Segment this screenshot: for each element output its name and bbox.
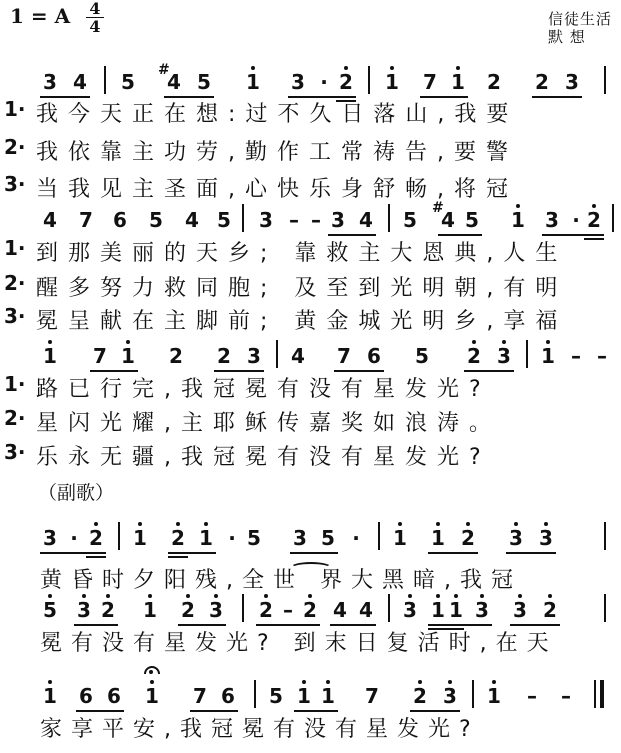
note: – xyxy=(561,684,571,708)
note: 3 xyxy=(539,526,553,550)
note: 6 xyxy=(367,344,381,368)
lyric-line-3-1 xyxy=(0,372,621,402)
high-dot xyxy=(514,522,518,526)
sharp-sign: # xyxy=(158,62,170,78)
high-dot xyxy=(138,522,142,526)
lyric-text: 星闪光耀,主耶稣传嘉奖如浪涛。 xyxy=(36,411,501,436)
lyric-text: 醒多努力救同胞; 及至到光明朝,有明 xyxy=(36,276,568,301)
note: 4 xyxy=(333,598,347,622)
note: 3 xyxy=(475,598,489,622)
note: 1 xyxy=(431,598,445,622)
verse-number: 3· xyxy=(4,304,26,328)
note: 2 xyxy=(535,70,549,94)
barline xyxy=(604,522,606,550)
barline xyxy=(388,204,390,232)
note: 7 xyxy=(79,208,93,232)
note: 3 xyxy=(77,598,91,622)
note: 2 xyxy=(587,208,601,232)
note: 7 xyxy=(337,344,351,368)
note: 3 xyxy=(259,208,273,232)
lyric-text: 我今天正在想:过不久日落山,我要 xyxy=(36,102,519,127)
high-dot xyxy=(398,522,402,526)
note: 1 xyxy=(449,598,463,622)
note: 2 xyxy=(171,526,185,550)
underline xyxy=(506,552,556,554)
high-dot xyxy=(204,522,208,526)
lyric-line-1-2 xyxy=(0,135,621,165)
verse-number: 2· xyxy=(4,406,26,430)
note: 2 xyxy=(303,598,317,622)
high-dot xyxy=(344,66,348,70)
note: 1 xyxy=(431,526,445,550)
note: – xyxy=(311,208,321,232)
note: 1 xyxy=(321,684,335,708)
lyric-text: 当我见主圣面,心快乐身舒畅,将冠 xyxy=(36,177,518,202)
barline xyxy=(604,594,606,622)
verse-number: 2· xyxy=(4,271,26,295)
note: 1 xyxy=(393,526,407,550)
note: 5 xyxy=(217,208,231,232)
note: 5 xyxy=(403,208,417,232)
note: 1 xyxy=(246,70,260,94)
note: 7 xyxy=(93,344,107,368)
music-row-4 xyxy=(0,516,621,560)
lyric-text: 黄昏时夕阳残,全世 界大黑暗,我冠 xyxy=(40,568,522,593)
high-dot xyxy=(176,522,180,526)
note: 1 xyxy=(145,684,159,708)
barline xyxy=(526,340,528,368)
high-dot xyxy=(48,680,52,684)
note: 1 xyxy=(43,684,57,708)
note: – xyxy=(571,344,581,368)
high-dot xyxy=(251,66,255,70)
verse-number: 1· xyxy=(4,97,26,121)
note: · xyxy=(352,526,360,550)
note: 2 xyxy=(461,526,475,550)
note: · xyxy=(70,526,78,550)
note: 6 xyxy=(113,208,127,232)
high-dot xyxy=(408,594,412,598)
note: 4 xyxy=(185,208,199,232)
barline xyxy=(242,594,244,622)
barline xyxy=(368,66,370,94)
lyric-text: 冕有没有星发光? 到末日复活时,在天 xyxy=(40,631,558,656)
note: 2 xyxy=(101,598,115,622)
high-dot xyxy=(214,594,218,598)
verse-number: 1· xyxy=(4,236,26,260)
high-dot xyxy=(436,522,440,526)
underline xyxy=(168,556,188,558)
barline xyxy=(378,522,380,550)
lyric-text: 到那美丽的天乡; 靠救主大恩典,人生 xyxy=(36,241,568,266)
note: 5 xyxy=(197,70,211,94)
high-dot xyxy=(308,594,312,598)
sharp-sign: # xyxy=(432,200,444,216)
high-dot xyxy=(264,594,268,598)
note: 4 xyxy=(167,70,181,94)
high-dot xyxy=(480,594,484,598)
note: – xyxy=(283,598,293,622)
high-dot xyxy=(150,680,154,684)
note: 2 xyxy=(413,684,427,708)
high-dot xyxy=(82,594,86,598)
high-dot xyxy=(106,594,110,598)
note: 3 xyxy=(565,70,579,94)
note: 2 xyxy=(169,344,183,368)
note: 7 xyxy=(365,684,379,708)
high-dot xyxy=(502,340,506,344)
note: 1 xyxy=(143,598,157,622)
high-dot xyxy=(544,522,548,526)
high-dot xyxy=(126,340,130,344)
high-dot xyxy=(94,522,98,526)
note: 2 xyxy=(339,70,353,94)
note: 3 xyxy=(545,208,559,232)
note: 2 xyxy=(217,344,231,368)
note: – xyxy=(289,208,299,232)
note: 2 xyxy=(487,70,501,94)
note: 1 xyxy=(385,70,399,94)
note: 7 xyxy=(423,70,437,94)
high-dot xyxy=(186,594,190,598)
barline xyxy=(242,204,244,232)
barline xyxy=(472,680,474,708)
high-dot xyxy=(592,204,596,208)
note: 1 xyxy=(121,344,135,368)
high-dot xyxy=(454,594,458,598)
high-dot xyxy=(472,340,476,344)
credit-line-2: 默 想 xyxy=(548,28,586,46)
note: 5 xyxy=(43,598,57,622)
note: 4 xyxy=(43,208,57,232)
note: 3 xyxy=(293,526,307,550)
note: 5 xyxy=(415,344,429,368)
time-signature-bottom: 4 xyxy=(86,17,104,35)
barline xyxy=(612,204,614,232)
note: 3 xyxy=(513,598,527,622)
time-signature-top: 4 xyxy=(89,0,101,18)
high-dot xyxy=(456,66,460,70)
high-dot xyxy=(148,594,152,598)
note: 5 xyxy=(247,526,261,550)
note: – xyxy=(597,344,607,368)
high-dot xyxy=(418,680,422,684)
note: 6 xyxy=(107,684,121,708)
high-dot xyxy=(548,594,552,598)
note: 5 xyxy=(121,70,135,94)
underline xyxy=(40,552,106,554)
lyric-line-2-3 xyxy=(0,304,621,334)
lyric-line-3-3 xyxy=(0,440,621,470)
note: 1 xyxy=(133,526,147,550)
lyric-text: 家享平安,我冠冕有没有星发光? xyxy=(40,717,480,742)
note: · xyxy=(320,70,328,94)
underline xyxy=(86,556,106,558)
time-signature xyxy=(86,0,104,35)
verse-number: 3· xyxy=(4,440,26,464)
barline xyxy=(604,66,606,94)
note: 2 xyxy=(543,598,557,622)
high-dot xyxy=(48,340,52,344)
note: 2 xyxy=(181,598,195,622)
note: 5 xyxy=(321,526,335,550)
final-barline-thin xyxy=(594,680,596,708)
high-dot xyxy=(302,680,306,684)
high-dot xyxy=(48,594,52,598)
high-dot xyxy=(466,522,470,526)
note: 3 xyxy=(497,344,511,368)
final-barline-thick xyxy=(600,680,604,708)
high-dot xyxy=(448,680,452,684)
high-dot xyxy=(492,680,496,684)
note: 3 xyxy=(509,526,523,550)
note: 3 xyxy=(403,598,417,622)
note: 4 xyxy=(359,208,373,232)
note: 3 xyxy=(443,684,457,708)
verse-number: 1· xyxy=(4,372,26,396)
note: 3 xyxy=(291,70,305,94)
note: 5 xyxy=(149,208,163,232)
note: 2 xyxy=(467,344,481,368)
high-dot xyxy=(518,594,522,598)
note: 3 xyxy=(331,208,345,232)
chorus-lyric-3 xyxy=(0,712,621,742)
lyric-line-3-2 xyxy=(0,406,621,436)
verse-number: 3· xyxy=(4,172,26,196)
high-dot xyxy=(326,680,330,684)
note: 3 xyxy=(43,526,57,550)
high-dot xyxy=(546,340,550,344)
note: 1 xyxy=(199,526,213,550)
underline xyxy=(168,552,216,554)
lyric-text: 路已行完,我冠冕有没有星发光? xyxy=(36,377,491,402)
barline xyxy=(388,594,390,622)
note: 1 xyxy=(511,208,525,232)
lyric-text: 乐永无疆,我冠冕有没有星发光? xyxy=(36,445,491,470)
note: 4 xyxy=(73,70,87,94)
note: · xyxy=(572,208,580,232)
note: 1 xyxy=(541,344,555,368)
underline xyxy=(290,552,338,554)
high-dot xyxy=(436,594,440,598)
note: 6 xyxy=(221,684,235,708)
high-dot xyxy=(516,204,520,208)
verse-number: 2· xyxy=(4,135,26,159)
note: 6 xyxy=(79,684,93,708)
note: 4 xyxy=(291,344,305,368)
credit-line-1: 信徒生活 xyxy=(548,10,613,28)
note: 4 xyxy=(441,208,455,232)
lyric-line-2-2 xyxy=(0,271,621,301)
lyric-text: 我依靠主功劳,勤作工常祷告,要警 xyxy=(36,140,518,165)
chorus-lyric-2 xyxy=(0,626,621,656)
note: 2 xyxy=(259,598,273,622)
barline xyxy=(254,680,256,708)
note: · xyxy=(228,526,236,550)
high-dot xyxy=(390,66,394,70)
note: 3 xyxy=(247,344,261,368)
barline xyxy=(104,66,106,94)
lyric-text: 冕呈献在主脚前; 黄金城光明乡,享福 xyxy=(36,309,568,334)
fermata-dot xyxy=(149,670,153,674)
note: 1 xyxy=(487,684,501,708)
note: 5 xyxy=(269,684,283,708)
note: 3 xyxy=(209,598,223,622)
note: 7 xyxy=(193,684,207,708)
note: 3 xyxy=(43,70,57,94)
barline xyxy=(118,522,120,550)
key-signature: 1 = A xyxy=(10,4,71,28)
underline xyxy=(428,552,478,554)
lyric-line-2-1 xyxy=(0,236,621,266)
barline xyxy=(276,340,278,368)
note: – xyxy=(527,684,537,708)
chorus-label: （副歌） xyxy=(38,482,115,504)
note: 1 xyxy=(43,344,57,368)
note: 1 xyxy=(297,684,311,708)
note: 1 xyxy=(451,70,465,94)
note: 2 xyxy=(89,526,103,550)
lyric-line-1-1 xyxy=(0,97,621,127)
note: 5 xyxy=(465,208,479,232)
note: 4 xyxy=(359,598,373,622)
